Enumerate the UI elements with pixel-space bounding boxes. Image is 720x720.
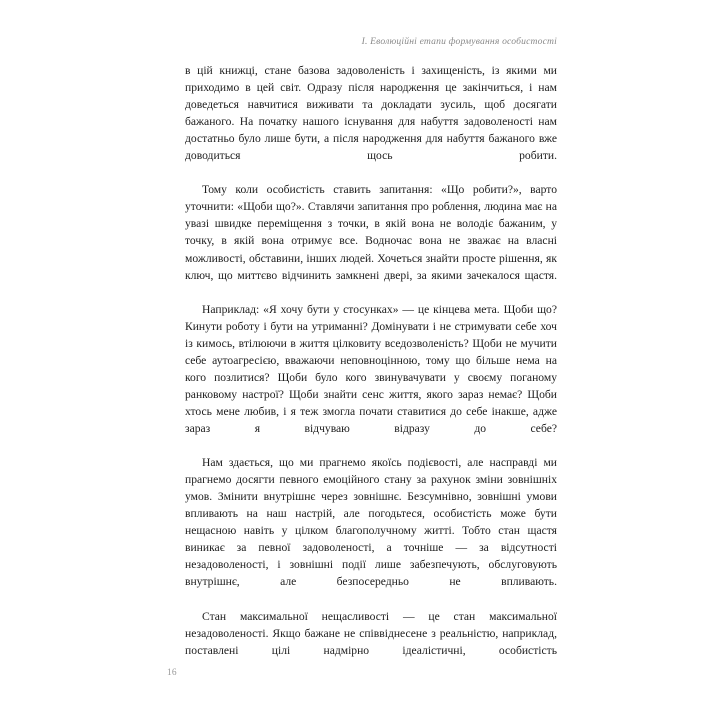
paragraph: в цій книжці, стане базова задоволеність і захищеність, із якими ми приходимо в цей світ. Одразу після народження це закінчиться, і нам доведеться навчитися виживати та докладати зусиль, щоб досягати бажаного. На початку нашого існування для набуття задоволеності нам достатньо було лише бути, а після народження для набуття бажаного вже доводиться щось робити.: [185, 64, 557, 163]
body-text-block: [185, 62, 557, 676]
paragraph: Наприклад: «Я хочу бути у стосунках» — це кінцева мета. Щоби що? Кинути роботу і бути на утриманні? Домінувати і не стримувати себе хоч із кимось, втілюючи в життя цілковиту вседозволеність? Щоби не мучити себе аутоагресією, вважаючи неповноцінною, тому що більше нема на кого позлитися? Щоби було кого звинувачувати у своєму поганому ранковому настрої? Щоби знайти сенс життя, якого зараз немає? Щоби хтось мене любив, і я теж змогла почати ставитися до себе інакше, адже зараз я відчуваю відразу до себе?: [185, 302, 557, 435]
paragraph: Нам здається, що ми прагнемо якоїсь подієвості, але насправді ми прагнемо досягти певного емоційного стану за рахунок зміни зовнішніх умов. Змінити внутрішнє через зовнішнє. Безсумнівно, зовнішні умови впливають на наш настрій, але погодьтеся, особистість може бути нещасною навіть у цілком благополучному житті. Тобто стан щастя виникає за певної задоволеності, а точніше — за відсутності незадоволеності, і зовнішні події лише забезпечують, обслуговують внутрішнє, але безпосередньо не впливають.: [185, 456, 557, 589]
paragraph: Стан максимальної нещасливості — це стан максимальної незадоволеності. Якщо бажане не співвіднесене з реальністю, наприклад, поставлені цілі надмірно ідеалістичні, особистість: [185, 609, 557, 657]
running-header: I. Еволюційні етапи формування особистості: [361, 36, 557, 47]
page-number: 16: [167, 668, 177, 678]
paragraph: Тому коли особистість ставить запитання: «Що робити?», варто уточнити: «Щоби що?». Ставлячи запитання про роблення, людина має на увазі швидке переміщення з точки, в якій вона не володіє бажаним, у точку, в якій вона отримує все. Водночас вона не зважає на власні можливості, обставини, інших людей. Хочеться знайти просте рішення, як ключ, що миттєво відчинить замкнені двері, за якими зачекалося щастя.: [185, 183, 557, 282]
